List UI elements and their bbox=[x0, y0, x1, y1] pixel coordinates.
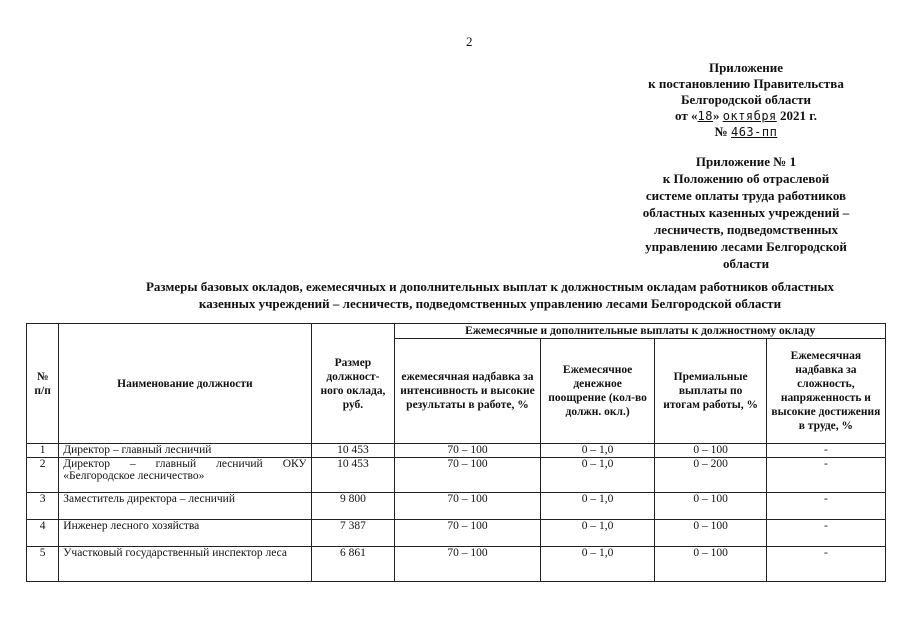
date-prefix: от « bbox=[675, 108, 698, 123]
header-p4: Ежемесячная надбавка за сложность, напряженность и высокие достижения в труде, % bbox=[766, 339, 885, 444]
cell-p1: 70 – 100 bbox=[395, 520, 540, 547]
appendix-block bbox=[596, 153, 896, 272]
cell-num: 4 bbox=[27, 520, 59, 547]
cell-p1: 70 – 100 bbox=[395, 458, 540, 493]
page-number: 2 bbox=[466, 34, 473, 49]
approval-block bbox=[596, 60, 896, 140]
cell-num: 2 bbox=[27, 458, 59, 493]
cell-p3: 0 – 100 bbox=[655, 520, 766, 547]
appendix-line-2: системе оплаты труда работников bbox=[645, 188, 847, 203]
cell-p4: - bbox=[766, 493, 885, 520]
appendix-line-5: управлению лесами Белгородской bbox=[645, 239, 847, 254]
cell-p3: 0 – 100 bbox=[655, 444, 766, 458]
appendix-line-3: областных казенных учреждений – bbox=[642, 205, 850, 220]
cell-salary: 6 861 bbox=[311, 547, 395, 582]
cell-name: Инженер лесного хозяйства bbox=[59, 520, 311, 547]
table-row bbox=[27, 458, 886, 493]
cell-num: 1 bbox=[27, 444, 59, 458]
cell-p2: 0 – 1,0 bbox=[540, 458, 655, 493]
cell-p2: 0 – 1,0 bbox=[540, 493, 655, 520]
header-num: № п/п bbox=[27, 324, 59, 444]
cell-num: 5 bbox=[27, 547, 59, 582]
cell-name: Директор – главный лесничий bbox=[59, 444, 311, 458]
approval-line-1: к постановлению Правительства bbox=[648, 76, 844, 91]
cell-salary: 9 800 bbox=[311, 493, 395, 520]
cell-p4: - bbox=[766, 444, 885, 458]
cell-p4: - bbox=[766, 520, 885, 547]
header-group: Ежемесячные и дополнительные выплаты к должностному окладу bbox=[395, 324, 886, 339]
header-p2: Ежемесячное денежное поощрение (кол-во должн. окл.) bbox=[540, 339, 655, 444]
cell-salary: 10 453 bbox=[311, 444, 395, 458]
appendix-title: Приложение № 1 bbox=[695, 154, 797, 169]
appendix-line-1: к Положению об отраслевой bbox=[662, 171, 830, 186]
date-month: октября bbox=[722, 109, 777, 123]
header-p1: ежемесячная надбавка за интенсивность и высокие результаты в работе, % bbox=[395, 339, 540, 444]
cell-p3: 0 – 100 bbox=[655, 547, 766, 582]
cell-p3: 0 – 200 bbox=[655, 458, 766, 493]
header-name: Наименование должности bbox=[59, 324, 311, 444]
appendix-line-4: лесничеств, подведомственных bbox=[654, 222, 838, 237]
table-row bbox=[27, 520, 886, 547]
approval-number bbox=[596, 124, 896, 140]
table-row bbox=[27, 493, 886, 520]
document-title bbox=[60, 278, 905, 312]
date-year: 2021 г. bbox=[780, 108, 817, 123]
cell-num: 3 bbox=[27, 493, 59, 520]
cell-p3: 0 – 100 bbox=[655, 493, 766, 520]
date-day: 18 bbox=[697, 109, 713, 123]
cell-p1: 70 – 100 bbox=[395, 493, 540, 520]
cell-salary: 10 453 bbox=[311, 458, 395, 493]
approval-date bbox=[596, 108, 896, 124]
table-row bbox=[27, 547, 886, 582]
cell-p2: 0 – 1,0 bbox=[540, 444, 655, 458]
date-mid: » bbox=[712, 108, 720, 123]
cell-name: Директор – главный лесничий ОКУ «Белгородское лесничество» bbox=[59, 458, 311, 493]
cell-p2: 0 – 1,0 bbox=[540, 520, 655, 547]
cell-p2: 0 – 1,0 bbox=[540, 547, 655, 582]
cell-p1: 70 – 100 bbox=[395, 547, 540, 582]
header-p3: Премиальные выплаты по итогам работы, % bbox=[655, 339, 766, 444]
approval-line-2: Белгородской области bbox=[680, 92, 812, 107]
cell-name: Участковый государственный инспектор леса bbox=[59, 547, 311, 582]
cell-salary: 7 387 bbox=[311, 520, 395, 547]
document-title-line-1: Размеры базовых окладов, ежемесячных и дополнительных выплат к должностным окладам работников областных bbox=[145, 279, 835, 294]
header-salary: Размер должност-ного оклада, руб. bbox=[311, 324, 395, 444]
number-value: 463-пп bbox=[730, 125, 778, 139]
approval-title: Приложение bbox=[708, 60, 784, 75]
table-row bbox=[27, 444, 886, 458]
cell-p1: 70 – 100 bbox=[395, 444, 540, 458]
cell-p4: - bbox=[766, 458, 885, 493]
appendix-line-6: области bbox=[722, 256, 770, 271]
number-prefix: № bbox=[714, 124, 728, 139]
salary-table bbox=[26, 323, 886, 582]
document-title-line-2: казенных учреждений – лесничеств, подведомственных управлению лесами Белгородской области bbox=[198, 296, 782, 311]
cell-p4: - bbox=[766, 547, 885, 582]
cell-name: Заместитель директора – лесничий bbox=[59, 493, 311, 520]
